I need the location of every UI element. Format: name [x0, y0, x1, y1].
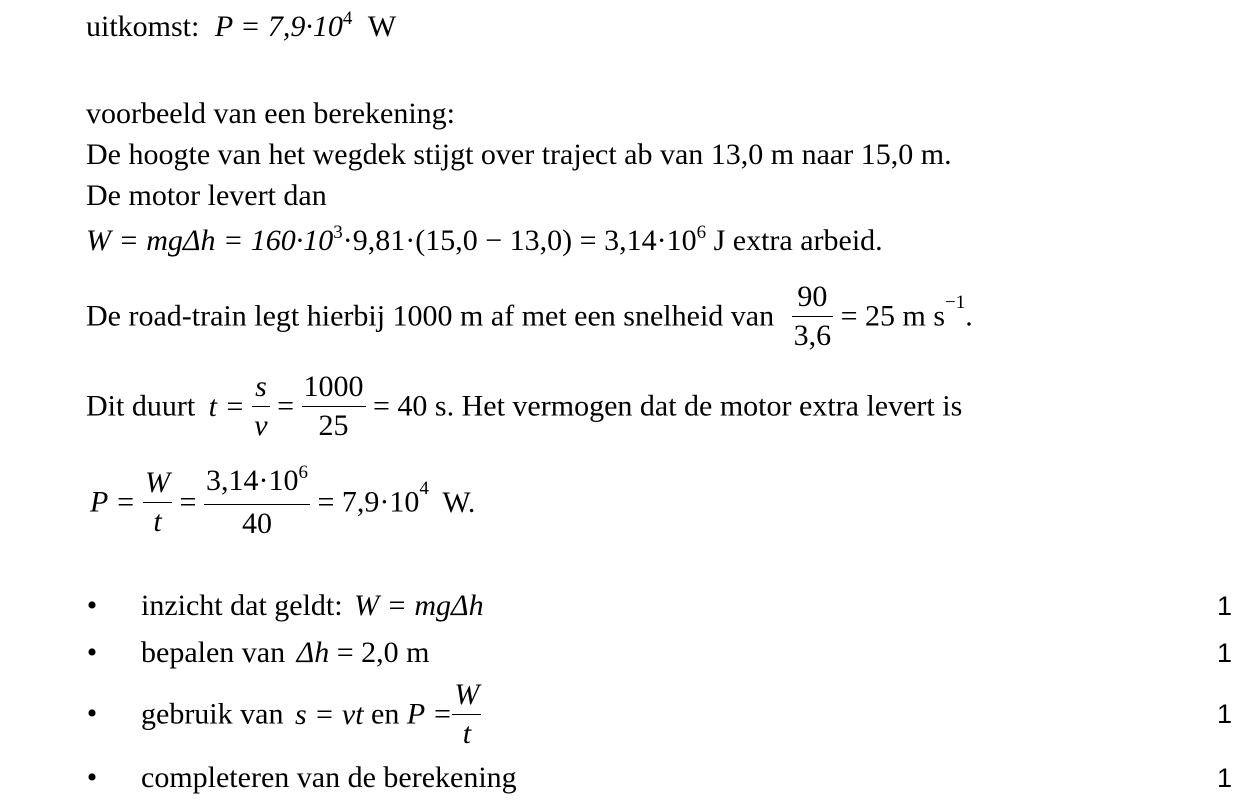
power-p-eq: P =: [90, 485, 136, 519]
scoring-bullet: •: [86, 589, 98, 622]
power-line: [90, 462, 475, 543]
result-label: uitkomst:: [86, 10, 200, 43]
time-suffix: . Het vermogen dat de motor extra levert is: [446, 389, 963, 423]
time-line: [86, 368, 962, 445]
time-result: = 40 s: [373, 389, 447, 423]
scoring-points: 1: [1216, 638, 1232, 668]
power-exp: 4: [419, 478, 429, 499]
speed-frac-den: 3,6: [793, 319, 832, 352]
work-formula: [86, 222, 883, 257]
power-result: = 7,9·10: [317, 485, 420, 519]
example-line-height: De hoogte van het wegdek stijgt over traject ab van 13,0 m naar 15,0 m.: [86, 138, 952, 171]
time-frac1-num: s: [252, 368, 269, 407]
result-formula: P = 7,9·10: [214, 10, 343, 43]
time-t-eq: t =: [208, 389, 245, 423]
work-eq: = 3,14·10: [572, 224, 697, 257]
power-fraction-wt: [143, 464, 172, 541]
speed-line: [86, 278, 973, 355]
result-exponent: 4: [342, 8, 353, 29]
result-unit: W: [367, 10, 397, 43]
scoring-points: 1: [1216, 699, 1232, 729]
work-exp2: 6: [696, 222, 707, 243]
time-fraction-values: [302, 368, 366, 445]
work-paren: (15,0 − 13,0): [415, 224, 573, 257]
work-lhs: W = mgΔh = 160·10: [86, 224, 334, 257]
example-heading: voorbeeld van een berekening:: [86, 97, 456, 130]
scoring-item-formulas: gebruik van s = vt en P = $\frac{W}{t}$: [141, 676, 481, 753]
result-line: [86, 8, 397, 43]
scoring-points: 1: [1216, 763, 1232, 793]
scoring-item-complete: completeren van de berekening: [141, 761, 517, 794]
scoring-bullet: •: [86, 697, 98, 730]
scoring-bullet: •: [86, 636, 98, 669]
power-frac1-den: t: [153, 505, 162, 538]
time-prefix: Dit duurt: [86, 389, 196, 423]
speed-end: .: [965, 299, 973, 333]
scoring-item-insight: inzicht dat geldt: W = mgΔh: [141, 589, 484, 622]
time-frac2-num: 1000: [302, 368, 366, 407]
time-frac1-den: v: [254, 409, 268, 442]
scoring-points: 1: [1216, 591, 1232, 621]
time-fraction-sv: [252, 368, 269, 445]
power-frac1-num: W: [143, 464, 172, 503]
scoring-bullet: •: [86, 761, 98, 794]
speed-frac-num: 90: [792, 278, 834, 317]
speed-result: = 25 m s: [840, 299, 946, 333]
work-tail: J extra arbeid.: [706, 224, 883, 257]
scoring-fraction-wt: $\frac{W}{t}$: [454, 678, 480, 750]
scoring-item-height: bepalen van Δh = 2,0 m: [141, 636, 430, 669]
power-frac2-den: 40: [241, 507, 272, 540]
scoring-formula-work: W = mgΔh: [354, 589, 484, 622]
work-mid: ·9,81·: [342, 224, 416, 257]
power-unit: W.: [442, 485, 476, 519]
speed-exp: −1: [945, 292, 966, 313]
example-line-motor: De motor levert dan: [86, 179, 327, 212]
work-exp1: 3: [333, 222, 343, 243]
scoring-formula-svt: s = vt: [294, 697, 364, 731]
power-eq: =: [179, 485, 197, 519]
power-frac2-num: $3,14\cdot 10^6$: [204, 462, 310, 505]
time-eq: =: [277, 389, 295, 423]
time-frac2-den: 25: [318, 409, 349, 442]
speed-fraction: [792, 278, 834, 355]
power-fraction-values: [204, 462, 310, 543]
speed-text: De road-train legt hierbij 1000 m af met een snelheid van: [86, 299, 775, 333]
scoring-formula-dh: Δh: [296, 636, 330, 669]
